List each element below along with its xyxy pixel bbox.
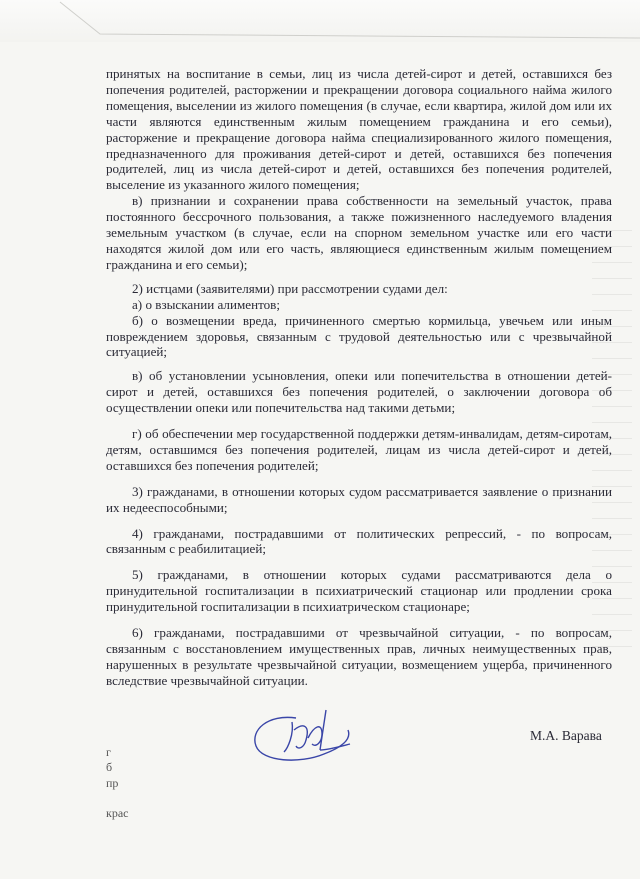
paragraph: в) признании и сохранении права собственности на земельный участок, права постоянного бессрочного пользования, а также пожизненного наследуемого владения земельным участком (в случае, если на спорном земельном участке или его части находятся жилой дом или его часть, являющиеся единственным жилым помещением гражданина и его семьи); [106,193,612,272]
document-body [106,66,612,689]
cut-off-text: б [106,760,113,774]
paragraph: 5) гражданами, в отношении которых судами рассматриваются дела о принудительной госпитализации в психиатрический стационар или продлении срока принудительной госпитализации в психиатрическом стационаре; [106,567,612,615]
paragraph: 6) гражданами, пострадавшими от чрезвычайной ситуации, - по вопросам, связанным с восстановлением имущественных прав, личных неимущественных прав, нарушенных в результате чрезвычайной ситуации, возмещением ущерба, причиненного вследствие чрезвычайной ситуации. [106,625,612,688]
paragraph: г) об обеспечении мер государственной поддержки детям-инвалидам, детям-сиротам, детям, оставшимся без попечения родителей, лицам из числа детей-сирот и детей, оставшихся без попечения родителей; [106,426,612,473]
cut-off-text: крас [106,806,129,820]
signature-icon [248,700,358,770]
paragraph: в) об установлении усыновления, опеки или попечительства в отношении детей-сирот и детей, оставшихся без попечения родителей, о заключении договора об осуществлении опеки или попечительства над такими детьми; [106,368,612,416]
cut-off-text: г [106,745,111,759]
signatory-name: М.А. Варава [530,728,602,743]
paragraph: а) о взыскании алиментов; [132,296,280,312]
paragraph: 2) истцами (заявителями) при рассмотрении судами дел: [132,280,448,296]
page-fold-edge [40,0,640,40]
paragraph: принятых на воспитание в семьи, лиц из числа детей-сирот и детей, оставшихся без попечения родителей, расторжении и прекращении договора социального найма жилого помещения, выселении из жилого помещения (в случае, если квартира, жилой дом или их части являются единственным жилым помещением гражданина и его семьи), расторжение и прекращение договора найма специализированного жилого помещения, предназначенного для проживания детей-сирот и детей, оставшихся без попечения родителей, лиц из числа детей-сирот и детей, оставшихся без попечения родителей, выселение из указанного жилого помещения; [106,66,612,193]
paragraph: 4) гражданами, пострадавшими от политических репрессий, - по вопросам, связанным с реабилитацией; [106,525,612,557]
paragraph: б) о возмещении вреда, причиненного смертью кормильца, увечьем или иным повреждением здоровья, связанным с трудовой деятельностью или с чрезвычайной ситуацией; [106,312,612,360]
cut-off-text: пр [106,776,119,790]
paragraph: 3) гражданами, в отношении которых судом рассматривается заявление о признании их недееспособными; [106,483,612,515]
